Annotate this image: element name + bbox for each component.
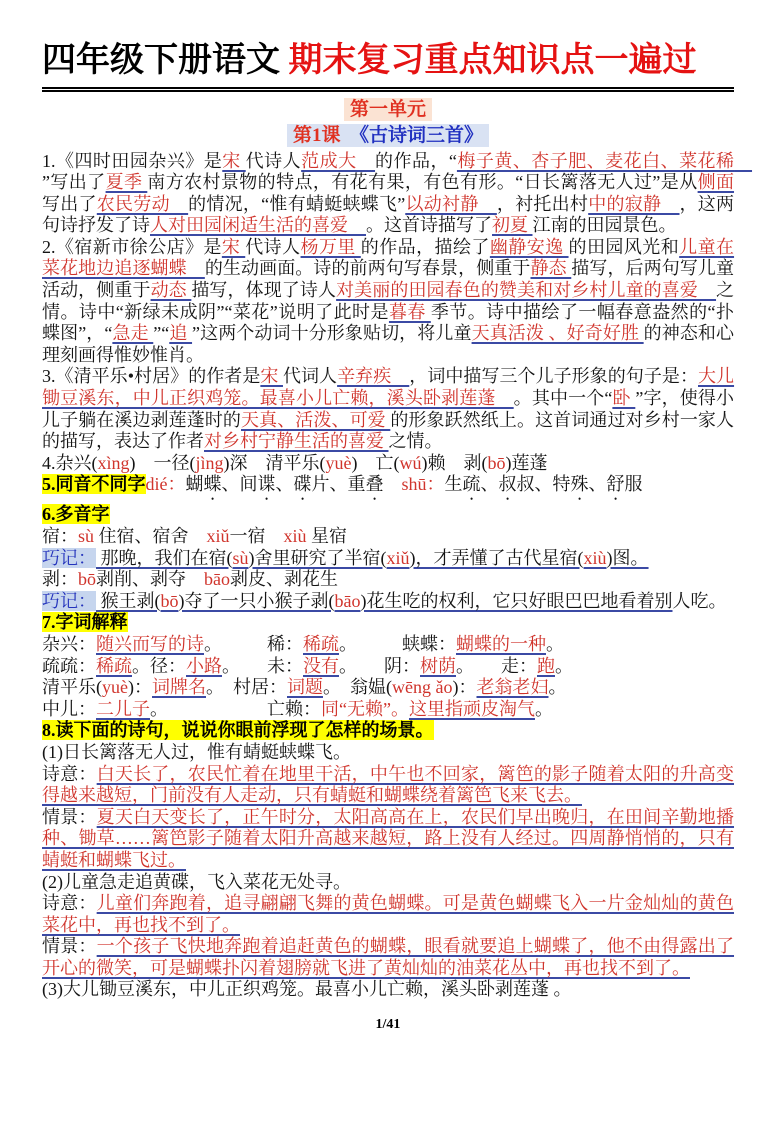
- item-1: [42, 150, 753, 237]
- text-segment: 的生动画面。诗的前两句写春景，侧重于: [204, 258, 531, 279]
- text-segment: 剥：: [42, 569, 78, 590]
- text-segment: 。: [555, 655, 573, 676]
- text-segment: [384, 474, 402, 494]
- text-segment: 侧面: [697, 172, 735, 193]
- text-segment: 。 亡赖：: [150, 698, 321, 719]
- text-segment: 大儿锄豆溪东，中儿正织鸡笼。最喜小儿亡赖，溪头卧剥莲蓬: [42, 366, 735, 409]
- text-segment: bāo: [204, 569, 230, 590]
- text-segment: 宋: [222, 150, 246, 171]
- text-segment: 天真、活泼、可爱: [241, 409, 391, 430]
- text-segment: ，这两句诗抒发了诗: [42, 193, 735, 236]
- text-segment: 以动衬静: [405, 193, 497, 214]
- text-segment: ”“: [153, 323, 170, 344]
- lesson-heading-wrap: [287, 124, 489, 147]
- text-segment: shū：: [401, 474, 445, 495]
- text-segment: 卧: [612, 388, 636, 409]
- text-segment: 夏季: [105, 172, 148, 193]
- text-segment: 夏天白天变长了，正午时分，太阳高高在上，农民们早出晚归，在田间辛勤地播种、锄草……篱笆影子随着太阳升高越来越短，路上没有人经过。四周静悄悄的，只有蜻蜓和蝴蝶飞过。: [42, 806, 735, 870]
- text-segment: 的作品，描绘了: [360, 236, 490, 257]
- title-course-part: 四年级下册语文: [42, 42, 289, 79]
- text-segment: 南方农村景物的特点，有花有果，有色有形。“日长篱落无人过”是从: [147, 172, 698, 193]
- text-segment: xiǔ: [206, 526, 230, 546]
- text-segment: 幽静安逸: [489, 236, 569, 257]
- text-segment: wēng ǎo: [392, 677, 453, 698]
- text-segment: 同“无赖”。: [321, 698, 409, 719]
- text-segment: 中的寂静: [588, 193, 680, 214]
- text-segment: 一宿: [229, 526, 284, 546]
- item-4: [42, 453, 734, 475]
- document-body: [42, 150, 753, 1002]
- text-segment: )：: [452, 677, 477, 698]
- polyphone-su: [42, 526, 734, 548]
- text-segment: 这里指顽皮淘气: [408, 698, 535, 719]
- text-segment: 代词人: [282, 366, 338, 387]
- text-segment: 。 蛱蝶：: [339, 633, 456, 654]
- text-segment: (2)儿童急走追黄碟，飞入菜花无处寻。: [42, 871, 351, 892]
- text-segment: 那晚，我们在宿(: [96, 547, 233, 568]
- text-segment: 叔、特: [516, 474, 571, 495]
- text-segment: (1)日长篱落无人过，惟有蜻蜓蛱蝶飞。: [42, 741, 351, 762]
- text-segment: yuè: [102, 677, 128, 698]
- definitions-row-1: [42, 634, 734, 656]
- mnemonic-su: [42, 548, 734, 570]
- text-segment: 叠: [365, 474, 384, 495]
- text-segment: 8.读下面的诗句，说说你眼前浮现了怎样的场景。: [42, 720, 434, 741]
- text-segment: 。: [548, 677, 567, 698]
- lesson-number: 第1课: [292, 124, 341, 146]
- page-footer: [42, 1017, 734, 1033]
- text-segment: sù: [232, 547, 249, 568]
- text-segment: ) 亡(: [351, 452, 400, 473]
- text-segment: 写出了: [42, 193, 97, 214]
- text-segment: 叔: [498, 474, 517, 495]
- text-segment: (3)大儿锄豆溪东，中儿正织鸡笼。最喜小儿亡赖，溪头卧剥莲蓬 。: [42, 979, 572, 1000]
- text-segment: 初夏: [492, 215, 533, 236]
- item-7-definitions: [42, 612, 734, 634]
- text-segment: 1.《四时田园杂兴》是: [42, 150, 223, 171]
- text-segment: 静态: [530, 258, 572, 279]
- page-number: 1/41: [375, 1017, 401, 1033]
- text-segment: 词题: [287, 677, 323, 698]
- text-segment: 的神态和心理刻画得惟妙惟肖。: [42, 323, 735, 365]
- text-segment: 梅子黄、杏子肥、麦花白、菜花稀: [456, 150, 753, 171]
- text-segment: ，衬托出村: [496, 193, 589, 214]
- text-segment: 随兴而写的诗: [96, 633, 204, 654]
- text-segment: 小路: [186, 655, 222, 676]
- definitions-row-2: [42, 656, 734, 678]
- text-segment: bō: [78, 569, 96, 590]
- text-segment: 暮春: [388, 301, 431, 322]
- text-segment: 情景：: [42, 806, 97, 827]
- text-segment: 3.《清平乐•村居》的作者是: [42, 366, 261, 387]
- text-segment: 对乡村宁静生活的喜爱: [204, 431, 389, 452]
- unit-heading-text: 第一单元: [344, 98, 432, 121]
- text-segment: 。 村居：: [206, 677, 287, 698]
- text-segment: bō: [160, 590, 179, 611]
- text-segment: 。径：: [132, 655, 186, 676]
- text-segment: 2.《宿新市徐公店》是: [42, 236, 222, 257]
- text-segment: 、: [480, 474, 499, 495]
- text-segment: 、间: [221, 474, 258, 495]
- text-segment: )，才弄懂了古代星宿(: [409, 547, 584, 568]
- text-segment: 巧记：: [42, 547, 96, 568]
- text-segment: 宋: [221, 236, 246, 257]
- text-segment: 。 阴：: [339, 655, 420, 676]
- text-segment: 老翁老妇: [476, 677, 549, 698]
- text-segment: 没有: [303, 655, 339, 676]
- text-segment: 诗意：: [42, 763, 97, 784]
- text-segment: dié：: [145, 474, 186, 495]
- lesson-heading: [42, 124, 734, 148]
- text-segment: 。 未：: [222, 655, 303, 676]
- text-segment: 一个孩子飞快地奔跑着追赶黄色的蝴蝶，眼看就要追上蝴蝶了，他不由得露出了开心的微笑，可是蝴蝶扑闪着翅膀就飞进了黄灿灿的油菜花丛中，再也找不到了。: [42, 936, 735, 978]
- text-segment: 服: [624, 474, 643, 495]
- text-segment: 疏疏：: [42, 655, 96, 676]
- text-segment: 杨万里: [300, 236, 361, 257]
- text-segment: 情景：: [42, 936, 97, 957]
- verse-2-scene: [42, 936, 734, 979]
- text-segment: 对美丽的田园春色的赞美和对乡村儿童的喜爱: [336, 280, 717, 301]
- text-segment: xìng: [97, 452, 130, 473]
- text-segment: 天真活泼 、好奇好胜: [471, 323, 644, 344]
- text-segment: xiù: [283, 526, 307, 546]
- text-segment: 范成大: [301, 150, 376, 171]
- text-segment: 动态: [150, 280, 192, 301]
- text-segment: xiù: [583, 547, 607, 568]
- text-segment: 6.多音字: [42, 504, 110, 525]
- text-segment: 蝶: [203, 474, 222, 495]
- text-segment: 剥皮、剥花生: [230, 569, 338, 590]
- text-segment: ) 一径(: [129, 452, 196, 473]
- text-segment: )深 清平乐(: [223, 452, 326, 473]
- text-segment: ”这两个动词十分形象贴切，将儿童: [192, 323, 472, 344]
- text-segment: 代诗人: [245, 150, 302, 171]
- verse-2: [42, 872, 734, 894]
- item-2: [42, 237, 734, 367]
- text-segment: 片、重: [311, 474, 366, 495]
- text-segment: 剥削、剥夺: [96, 569, 204, 590]
- text-segment: 蝴蝶的一种: [456, 633, 546, 654]
- text-segment: 。其中一个“: [513, 388, 613, 409]
- text-segment: 儿童在菜花地边追逐蝴蝶: [42, 236, 735, 279]
- text-segment: 。 走：: [456, 655, 537, 676]
- text-segment: 的形象跃然纸上。这首词通过对乡村一家人的描写，表达了作者: [42, 409, 734, 452]
- text-segment: 。 稀：: [204, 633, 303, 654]
- text-segment: 描写，体现了诗人: [191, 280, 337, 301]
- text-segment: 5.同音不同字: [42, 474, 146, 495]
- text-segment: 儿童们奔跑着，追寻翩翩飞舞的黄色蝴蝶。可是黄色蝴蝶飞入一片金灿灿的黄色菜花中，再也找不到了。: [42, 893, 735, 935]
- text-segment: 宋: [260, 366, 283, 387]
- text-segment: 。: [534, 698, 553, 719]
- text-segment: 词牌名: [152, 677, 206, 698]
- text-segment: 农民劳动: [96, 193, 189, 214]
- text-segment: 急走: [112, 323, 154, 344]
- text-segment: 人吃。: [672, 590, 727, 611]
- lesson-title: 《古诗词三首》: [340, 124, 484, 146]
- mnemonic-bo: [42, 591, 734, 613]
- text-segment: ，词中描写三个儿子形象的句子是：: [409, 366, 698, 387]
- text-segment: 谍: [257, 474, 276, 495]
- text-segment: 星宿: [306, 526, 348, 546]
- text-segment: yuè: [325, 452, 352, 473]
- text-segment: )：: [128, 677, 152, 698]
- text-segment: 的作品，“: [375, 150, 457, 171]
- text-segment: 清平乐(: [42, 677, 102, 698]
- text-segment: 杂兴：: [42, 633, 96, 654]
- text-segment: 巧记：: [42, 590, 96, 611]
- text-segment: 季节。诗中描绘了一幅春意盎然的“扑蝶图”，“: [42, 301, 734, 344]
- text-segment: 4.杂兴(: [42, 452, 98, 473]
- text-segment: 白天长了，农民忙着在地里干活，中午也不回家，篱笆的影子随着太阳的升高变得越来越短，门前没有人走动，只有蜻蜓和蝴蝶绕着篱笆飞来飞去。: [42, 763, 735, 806]
- text-segment: bāo: [334, 590, 361, 611]
- text-segment: 猴王剥(: [96, 590, 161, 611]
- text-segment: )夺了一只小猴子剥(: [178, 590, 335, 611]
- text-segment: 。这首诗描写了: [366, 215, 492, 236]
- title-topic-part: 期末复习重点知识点一遍过: [288, 42, 697, 79]
- text-segment: 二儿子: [96, 698, 150, 719]
- text-segment: 舒: [606, 474, 625, 495]
- text-segment: 跑: [537, 655, 555, 676]
- text-segment: 宿：: [42, 526, 78, 546]
- text-segment: 中儿：: [42, 698, 96, 719]
- item-6-polyphones: [42, 504, 734, 526]
- text-segment: 人对田园闲适生活的喜爱: [150, 215, 366, 236]
- text-segment: 的情况，“惟有蜻蜓蛱蝶飞”: [188, 193, 406, 214]
- text-segment: 、: [275, 474, 294, 495]
- text-segment: )舍里研究了半宿(: [248, 547, 387, 568]
- text-segment: 树荫: [420, 655, 456, 676]
- text-segment: )莲蓬: [505, 452, 548, 473]
- text-segment: 殊: [570, 474, 589, 495]
- text-segment: 蝴: [185, 474, 204, 495]
- text-segment: 疏: [462, 474, 481, 495]
- text-segment: 代诗人: [245, 236, 301, 257]
- document-title: [42, 40, 734, 92]
- verse-2-meaning: [42, 893, 734, 936]
- text-segment: 的田园风光和: [568, 236, 680, 257]
- text-segment: 7.字词解释: [42, 612, 128, 633]
- text-segment: xiǔ: [386, 547, 410, 568]
- text-segment: 生: [444, 474, 463, 495]
- verse-1-meaning: [42, 764, 734, 807]
- text-segment: 。: [546, 633, 564, 654]
- item-5-homophones: [42, 474, 734, 504]
- polyphone-bo: [42, 569, 734, 591]
- text-segment: sù: [78, 526, 95, 546]
- text-segment: jìng: [195, 452, 224, 473]
- text-segment: 江南的田园景色。: [532, 215, 677, 236]
- text-segment: 稀疏: [303, 633, 339, 654]
- text-segment: 辛弃疾: [337, 366, 410, 387]
- text-segment: 诗意：: [42, 893, 97, 914]
- item-8-scenes: [42, 720, 734, 742]
- text-segment: ”字，使得小儿子躺在溪边剥莲蓬时的: [42, 388, 735, 430]
- text-segment: 描写，后两句写儿童活动，侧重于: [42, 258, 735, 301]
- item-3: [42, 366, 734, 452]
- text-segment: 。 翁媪(: [323, 677, 392, 698]
- text-segment: )图。: [606, 547, 649, 568]
- definitions-row-3: [42, 677, 734, 699]
- definitions-row-4: [42, 699, 734, 721]
- verse-1-scene: [42, 807, 734, 872]
- text-segment: 碟: [293, 474, 312, 495]
- text-segment: 之情。: [388, 431, 443, 452]
- text-segment: 追: [169, 323, 193, 344]
- text-segment: wú: [399, 452, 422, 473]
- text-segment: 稀疏: [96, 655, 132, 676]
- verse-3: [42, 979, 734, 1001]
- text-segment: 住宿、宿舍: [94, 526, 207, 546]
- text-segment: )赖 剥(: [421, 452, 488, 473]
- unit-heading: [42, 98, 734, 122]
- text-segment: ”写出了: [42, 172, 106, 193]
- text-segment: )花生吃的权利，它只好眼巴巴地看着别: [360, 590, 673, 611]
- text-segment: 之情。诗中“新绿未成阴”“菜花”说明了此时是: [42, 280, 735, 322]
- verse-1: [42, 742, 734, 764]
- text-segment: 、: [588, 474, 607, 495]
- text-segment: bō: [487, 452, 506, 473]
